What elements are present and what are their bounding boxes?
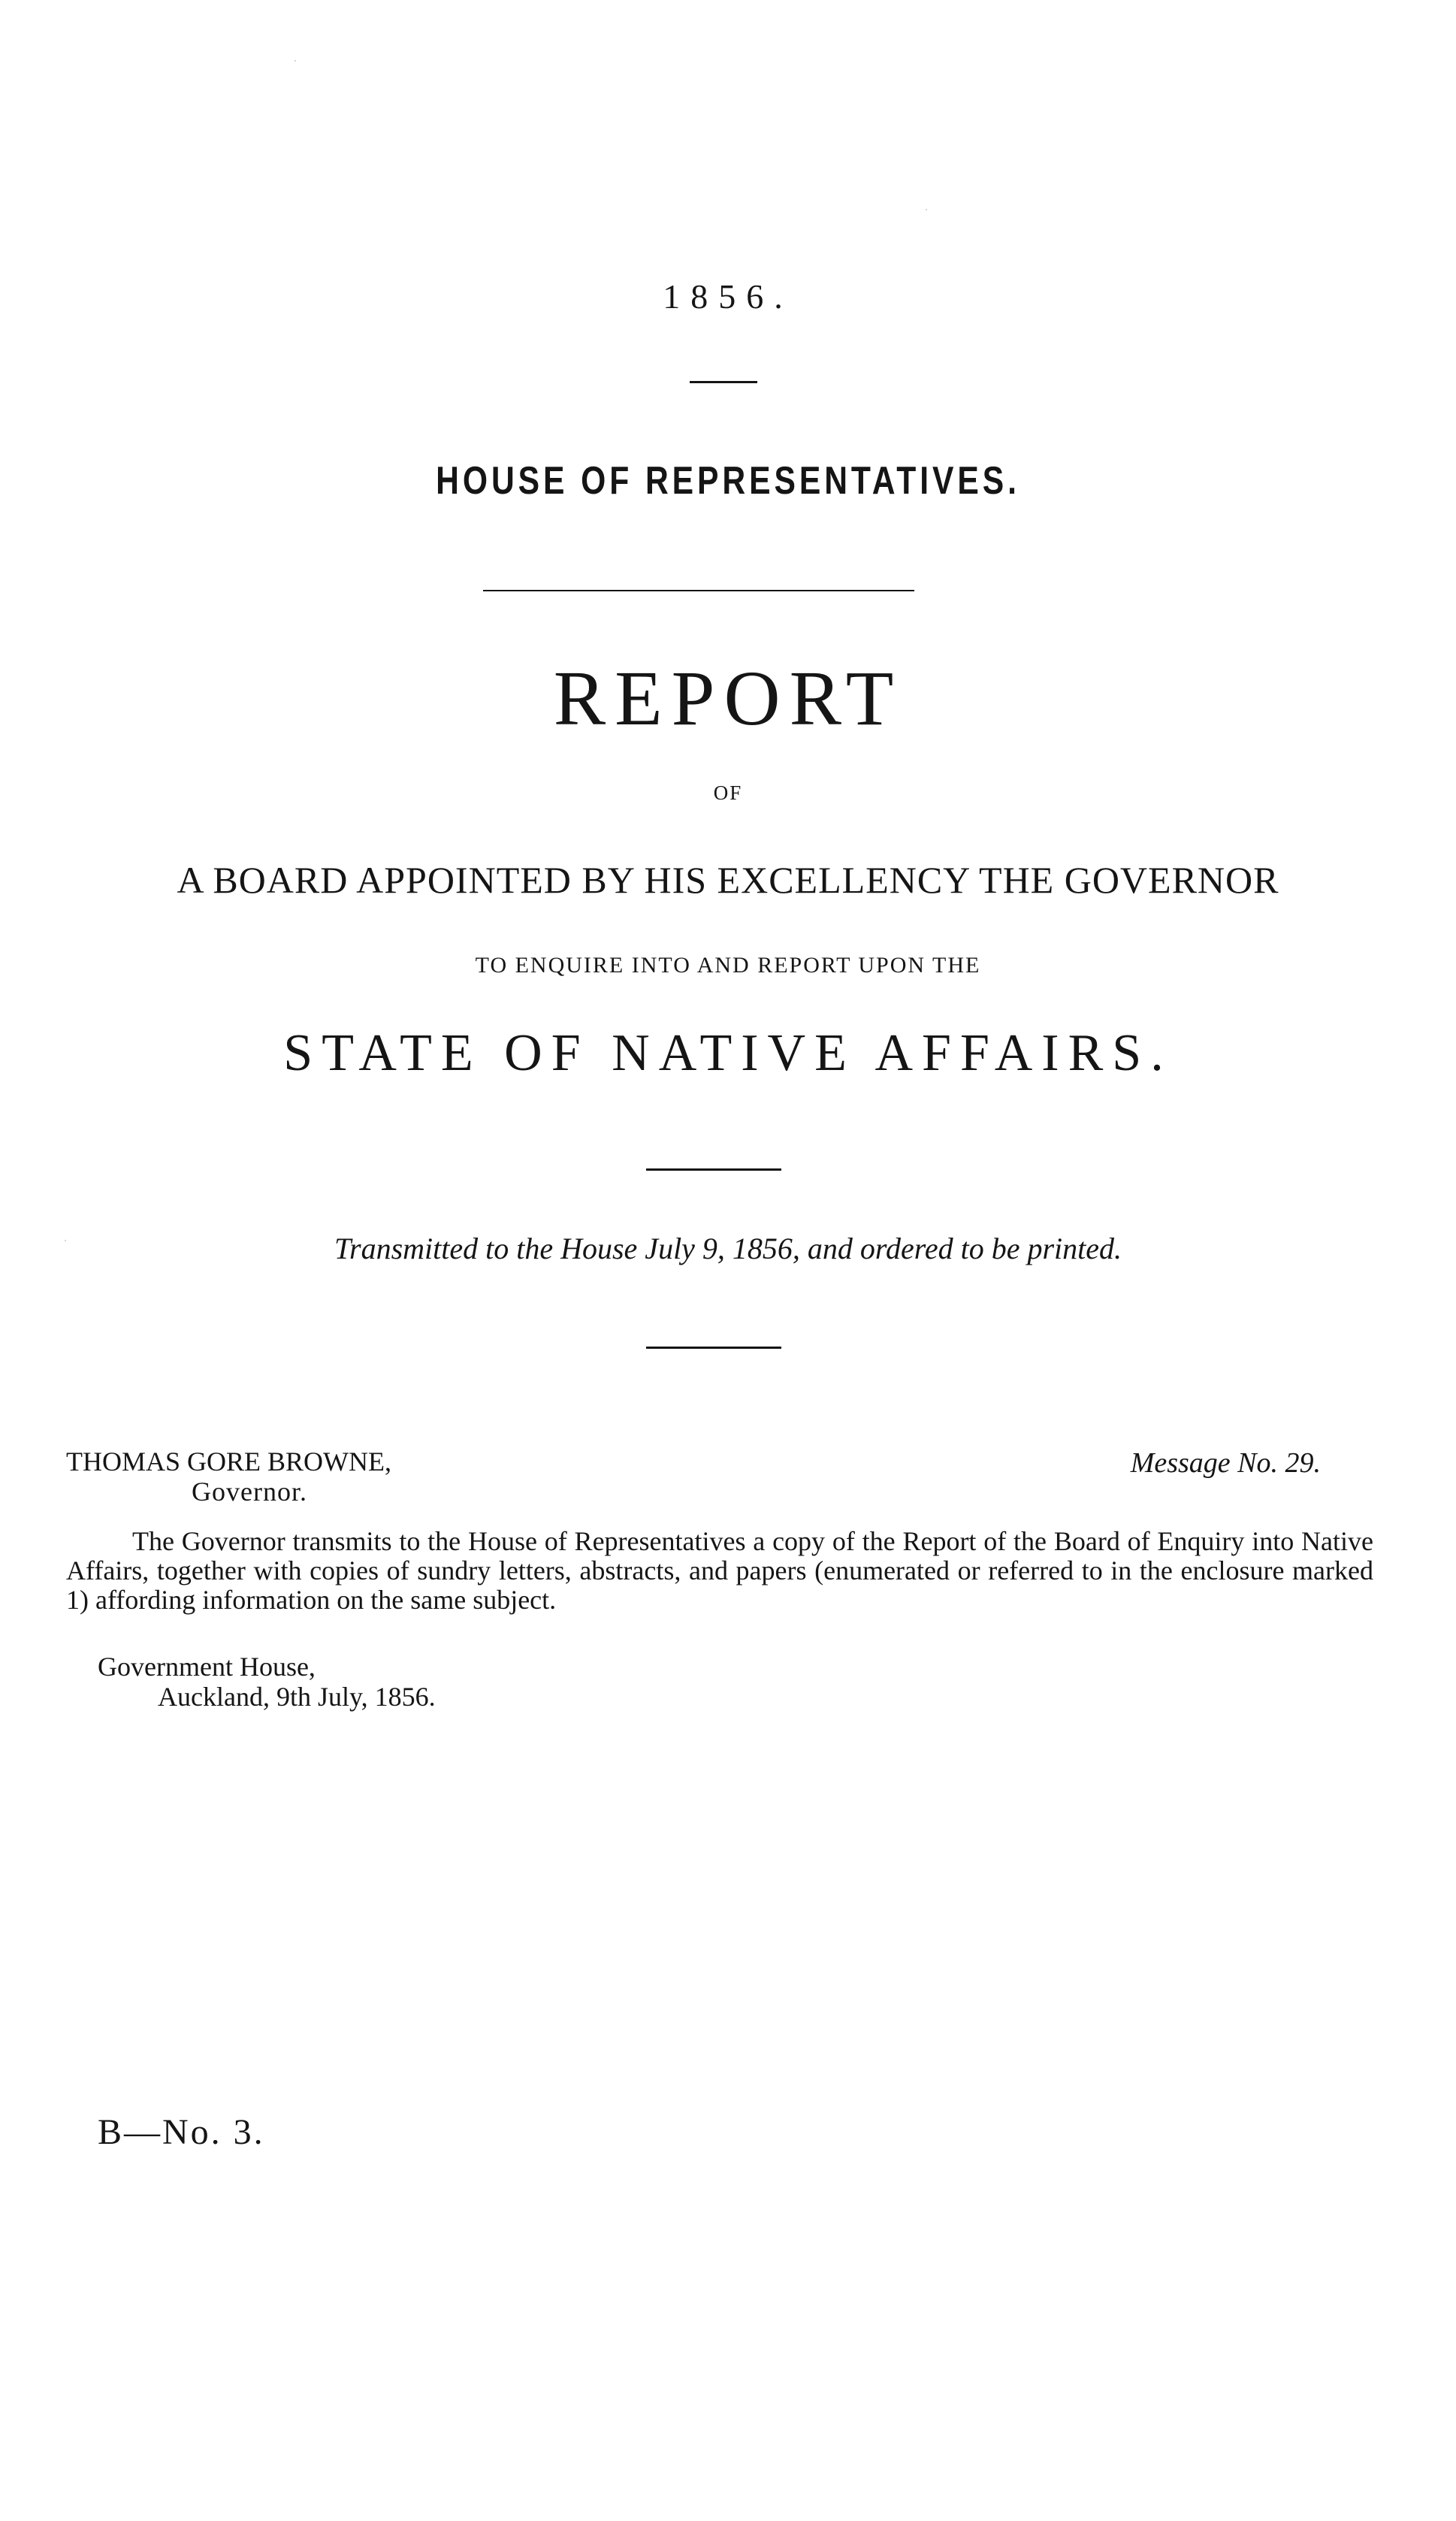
date-line: Auckland, 9th July, 1856. [158, 1682, 436, 1712]
short-rule [646, 1168, 781, 1171]
signatory-title: Governor. [192, 1477, 307, 1507]
paper-speck [926, 209, 927, 210]
short-rule [646, 1347, 781, 1349]
message-paragraph [66, 1527, 1373, 1615]
transmittal-note: Transmitted to the House July 9, 1856, and ordered to be printed. [334, 1232, 1122, 1265]
board-line: A BOARD APPOINTED BY HIS EXCELLENCY THE GOVERNOR [177, 859, 1279, 901]
enquire-line: TO ENQUIRE INTO AND REPORT UPON THE [475, 953, 981, 978]
year-heading: 1856. [663, 277, 793, 316]
subject-title: STATE OF NATIVE AFFAIRS. [283, 1024, 1173, 1082]
paper-reference: B—No. 3. [98, 2112, 265, 2152]
of-line: OF [713, 781, 743, 804]
report-title: REPORT [553, 655, 903, 742]
paper-speck [295, 60, 296, 62]
house-heading: HOUSE OF REPRESENTATIVES. [436, 459, 1020, 503]
signatory-name: THOMAS GORE BROWNE, [66, 1446, 392, 1477]
message-text: The Governor transmits to the House of Representatives a copy of the Report of the Board of Enquiry into Native Affairs, together with copies of sundry letters, abstracts, and papers (enumerated or referred to in the enclosure marked 1) affording information on the same subject. [66, 1526, 1373, 1615]
message-number: Message No. 29. [1130, 1447, 1321, 1479]
short-rule [690, 381, 757, 383]
section-rule [483, 590, 914, 591]
place-line: Government House, [98, 1652, 316, 1682]
